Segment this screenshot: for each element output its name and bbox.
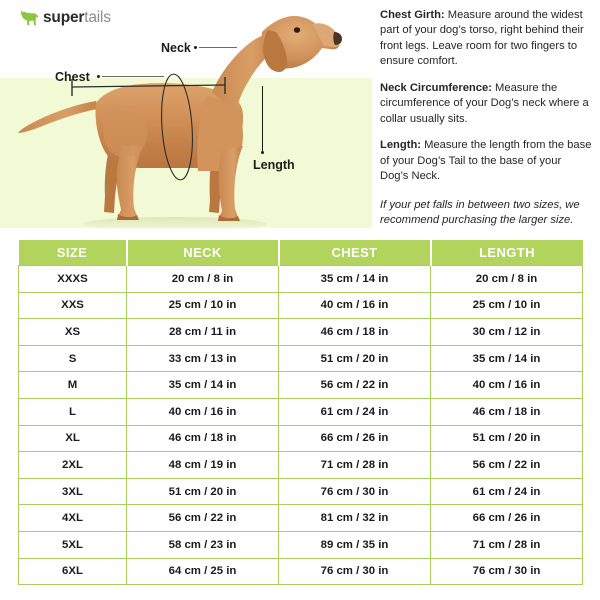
measurement-cell: 81 cm / 32 in	[279, 505, 431, 532]
column-header-length: LENGTH	[431, 240, 583, 266]
table-row	[19, 425, 583, 452]
length-instruction-body: Measure the length from the base of your Dog’s Tail to the base of your Dog’s Neck.	[380, 139, 592, 183]
table-row	[19, 292, 583, 319]
column-header-chest: CHEST	[279, 240, 431, 266]
measurement-cell: 56 cm / 22 in	[431, 452, 583, 479]
neck-circumference-instruction	[380, 81, 592, 127]
dog-eye	[294, 27, 300, 33]
sizing-note: If your pet falls in between two sizes, we recommend purchasing the larger size.	[380, 198, 580, 226]
table-row	[19, 319, 583, 346]
measurement-cell: 76 cm / 30 in	[431, 558, 583, 585]
dog-haunch	[103, 105, 148, 158]
neck-label: Neck	[161, 41, 191, 55]
measurement-cell: 76 cm / 30 in	[279, 478, 431, 505]
size-cell: 3XL	[19, 478, 127, 505]
length-label: Length	[253, 158, 295, 172]
neck-leader-line	[199, 47, 237, 48]
size-cell: S	[19, 345, 127, 372]
measurement-cell: 71 cm / 28 in	[431, 531, 583, 558]
table-row	[19, 505, 583, 532]
table-row	[19, 478, 583, 505]
size-cell: 5XL	[19, 531, 127, 558]
measurement-cell: 35 cm / 14 in	[431, 345, 583, 372]
dog-shadow	[83, 217, 267, 231]
size-cell: M	[19, 372, 127, 399]
header-illustration-section	[0, 0, 600, 232]
chest-girth-instruction-body: Measure around the widest part of your dog’s torso, right behind their front legs. Leave room for two fingers to ensure comfort.	[380, 9, 584, 68]
brand-word-tails: tails	[84, 8, 111, 26]
measurement-cell: 25 cm / 10 in	[431, 292, 583, 319]
size-cell: XXXS	[19, 266, 127, 293]
measurement-cell: 35 cm / 14 in	[127, 372, 279, 399]
table-header-row	[19, 240, 583, 266]
dog-tail	[18, 101, 98, 133]
measurement-cell: 51 cm / 20 in	[127, 478, 279, 505]
measurement-cell: 56 cm / 22 in	[279, 372, 431, 399]
measurement-cell: 28 cm / 11 in	[127, 319, 279, 346]
measurement-cell: 48 cm / 19 in	[127, 452, 279, 479]
table-row	[19, 266, 583, 293]
measurement-cell: 40 cm / 16 in	[279, 292, 431, 319]
chest-leader-line	[102, 76, 164, 77]
measurement-cell: 56 cm / 22 in	[127, 505, 279, 532]
measurement-cell: 40 cm / 16 in	[431, 372, 583, 399]
measurement-cell: 46 cm / 18 in	[127, 425, 279, 452]
measurement-instructions-panel	[380, 8, 592, 228]
neck-circumference-instruction-title: Neck Circumference:	[380, 81, 492, 94]
table-row	[19, 558, 583, 585]
neck-leader-dot	[194, 46, 197, 49]
size-cell: 2XL	[19, 452, 127, 479]
measurement-cell: 58 cm / 23 in	[127, 531, 279, 558]
size-cell: 6XL	[19, 558, 127, 585]
dog-silhouette-icon	[20, 9, 39, 26]
table-row	[19, 345, 583, 372]
column-header-neck: NECK	[127, 240, 279, 266]
dog-nose	[333, 32, 342, 45]
measurement-cell: 64 cm / 25 in	[127, 558, 279, 585]
length-instruction	[380, 138, 592, 184]
table-row	[19, 531, 583, 558]
chest-leader-dot	[97, 75, 100, 78]
length-instruction-title: Length:	[380, 139, 422, 152]
measurement-cell: 30 cm / 12 in	[431, 319, 583, 346]
size-cell: XS	[19, 319, 127, 346]
measurement-cell: 33 cm / 13 in	[127, 345, 279, 372]
measurement-cell: 35 cm / 14 in	[279, 266, 431, 293]
size-cell: 4XL	[19, 505, 127, 532]
table-body	[19, 266, 583, 585]
length-leader-dot	[261, 151, 264, 154]
table-row	[19, 372, 583, 399]
size-cell: XL	[19, 425, 127, 452]
measurement-cell: 66 cm / 26 in	[279, 425, 431, 452]
chest-girth-instruction	[380, 8, 592, 70]
dog-illustration	[0, 0, 372, 232]
neck-circumference-instruction-body: Measure the circumference of your Dog’s neck where a collar usually sits.	[380, 81, 589, 125]
measurement-cell: 71 cm / 28 in	[279, 452, 431, 479]
size-chart-table	[18, 240, 583, 585]
dog-front-leg-near	[219, 146, 243, 219]
column-header-size: SIZE	[19, 240, 127, 266]
brand-logo[interactable]	[20, 9, 111, 26]
measurement-cell: 25 cm / 10 in	[127, 292, 279, 319]
measurement-cell: 46 cm / 18 in	[431, 398, 583, 425]
measurement-cell: 20 cm / 8 in	[127, 266, 279, 293]
size-chart-table-wrapper	[18, 240, 582, 585]
size-cell: XXS	[19, 292, 127, 319]
measurement-cell: 51 cm / 20 in	[431, 425, 583, 452]
measurement-cell: 76 cm / 30 in	[279, 558, 431, 585]
brand-word-super: super	[43, 8, 85, 26]
measurement-cell: 40 cm / 16 in	[127, 398, 279, 425]
measurement-cell: 61 cm / 24 in	[431, 478, 583, 505]
measurement-cell: 46 cm / 18 in	[279, 319, 431, 346]
table-row	[19, 398, 583, 425]
table-row	[19, 452, 583, 479]
measurement-cell: 66 cm / 26 in	[431, 505, 583, 532]
chest-label: Chest	[55, 70, 90, 84]
length-leader-line	[262, 86, 263, 151]
measurement-cell: 51 cm / 20 in	[279, 345, 431, 372]
measurement-cell: 61 cm / 24 in	[279, 398, 431, 425]
size-cell: L	[19, 398, 127, 425]
measurement-cell: 20 cm / 8 in	[431, 266, 583, 293]
measurement-cell: 89 cm / 35 in	[279, 531, 431, 558]
brand-wordmark	[43, 10, 111, 26]
chest-girth-instruction-title: Chest Girth:	[380, 9, 445, 21]
